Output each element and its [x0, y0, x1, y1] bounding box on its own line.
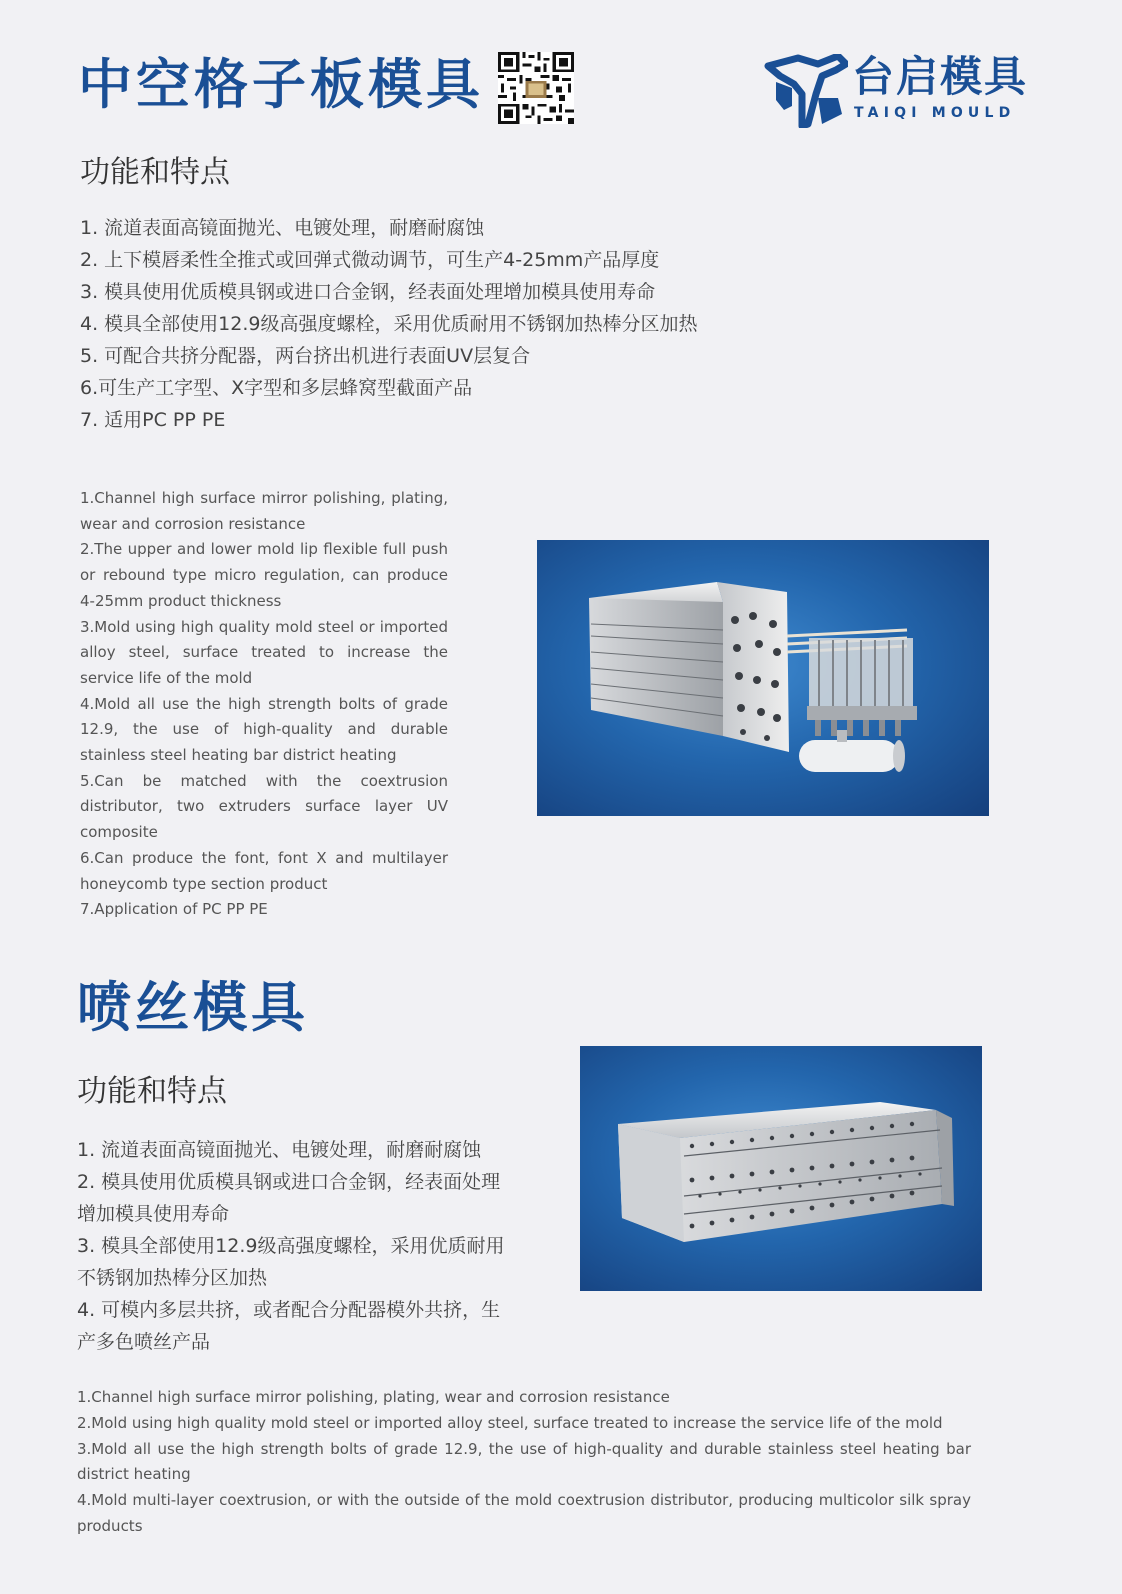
list-item: 3. 模具全部使用12.9级高强度螺栓，采用优质耐用	[77, 1235, 505, 1257]
list-item: 2.The upper and lower mold lip flexible full push or rebound type micro regulation, can produce 4-25mm product thickness	[80, 540, 448, 610]
list-item: 7. 适用PC PP PE	[80, 409, 226, 431]
list-item: 4.Mold all use the high strength bolts of grade 12.9, the use of high-quality and durable stainless steel heating bar district heating	[80, 694, 448, 765]
product-photo-spinning-mold	[580, 1046, 982, 1291]
section2-features-en	[77, 1385, 971, 1540]
section2-title: 喷丝模具	[77, 976, 309, 1039]
list-item: 6.可生产工字型、X字型和多层蜂窝型截面产品	[80, 377, 473, 399]
list-item: 3.Mold all use the high strength bolts of grade 12.9, the use of high-quality and durable stainless steel heating bar district heating	[77, 1439, 971, 1484]
list-item: 增加模具使用寿命	[77, 1203, 230, 1225]
list-item: 5. 可配合共挤分配器，两台挤出机进行表面UV层复合	[80, 345, 531, 367]
brand-name-en: TAIQI MOULD	[854, 105, 1016, 121]
list-item: 5.Can be matched with the coextrusion distributor, two extruders surface layer UV composite	[80, 771, 448, 842]
list-item: 3. 模具使用优质模具钢或进口合金钢，经表面处理增加模具使用寿命	[80, 281, 656, 303]
section1-title: 中空格子板模具	[78, 53, 484, 116]
list-item: 4. 可模内多层共挤，或者配合分配器模外共挤，生	[77, 1299, 501, 1321]
list-item: 4.Mold multi-layer coextrusion, or with the outside of the mold coextrusion distributor, producing multicolor silk spray products	[77, 1491, 971, 1535]
brand-logo	[762, 54, 1062, 130]
list-item: 产多色喷丝产品	[77, 1331, 211, 1353]
list-item: 2.Mold using high quality mold steel or imported alloy steel, surface treated to increase the service life of the mold	[77, 1413, 943, 1432]
list-item: 1. 流道表面高镜面抛光、电镀处理，耐磨耐腐蚀	[77, 1139, 482, 1161]
list-item: 7.Application of PC PP PE	[80, 900, 268, 919]
list-item: 4. 模具全部使用12.9级高强度螺栓，采用优质耐用不锈钢加热棒分区加热	[80, 313, 698, 335]
section1-features-cn	[80, 212, 780, 436]
list-item: 2. 上下模唇柔性全推式或回弹式微动调节，可生产4-25mm产品厚度	[80, 249, 660, 271]
product-photo-hollow-grid-mold	[537, 540, 989, 816]
list-item: 不锈钢加热棒分区加热	[77, 1267, 268, 1289]
list-item: 1.Channel high surface mirror polishing, plating, wear and corrosion resistance	[80, 489, 448, 533]
list-item: 2. 模具使用优质模具钢或进口合金钢，经表面处理	[77, 1171, 501, 1193]
section2-features-cn	[77, 1134, 547, 1358]
section1-features-en	[80, 486, 448, 923]
list-item: 1. 流道表面高镜面抛光、电镀处理，耐磨耐腐蚀	[80, 217, 485, 239]
brand-logo-mark-icon	[762, 54, 848, 128]
brand-name-cn: 台启模具	[852, 52, 1029, 101]
list-item: 3.Mold using high quality mold steel or imported alloy steel, surface treated to increase the service life of the mold	[80, 617, 448, 687]
list-item: 1.Channel high surface mirror polishing, plating, wear and corrosion resistance	[77, 1388, 670, 1406]
qr-code	[498, 52, 574, 124]
list-item: 6.Can produce the font, font X and multilayer honeycomb type section product	[80, 848, 448, 893]
section1-subtitle: 功能和特点	[80, 155, 230, 190]
section2-subtitle: 功能和特点	[77, 1074, 227, 1109]
